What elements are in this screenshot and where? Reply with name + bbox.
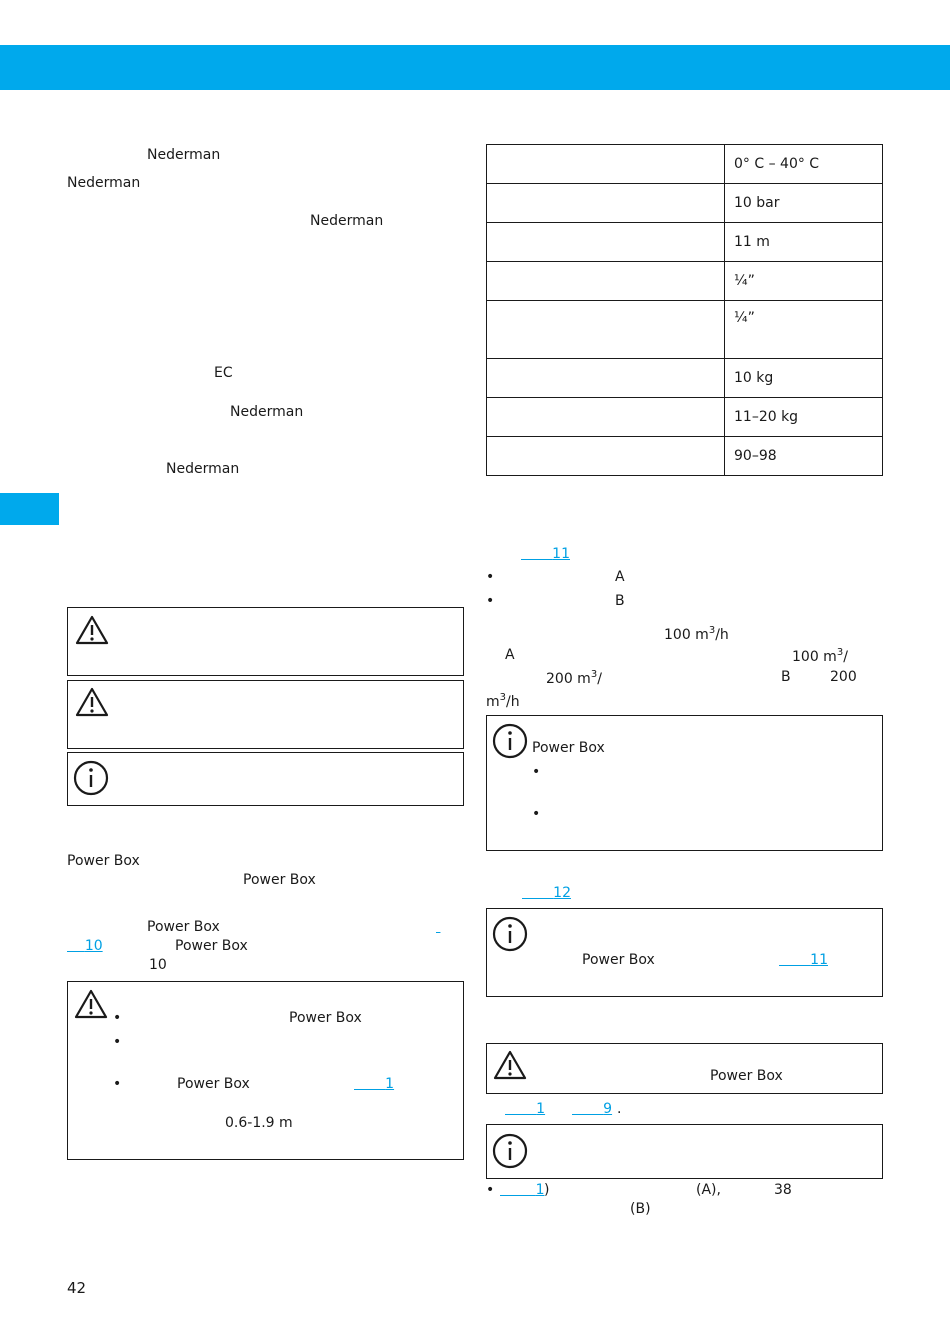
table-cell: 11–20 kg (725, 398, 883, 437)
bullet (532, 764, 540, 781)
brand-text: Nederman (310, 213, 384, 229)
table-cell: 10 kg (725, 359, 883, 398)
ec-text: EC (214, 365, 233, 381)
paren: ) (544, 1182, 550, 1198)
table-row (487, 262, 883, 301)
figure-link[interactable]: 1 (385, 1076, 395, 1092)
header-bar (0, 45, 950, 90)
table-cell (487, 262, 725, 301)
info-box (486, 715, 883, 851)
brand-text: Nederman (166, 461, 240, 477)
brand-text: Nederman (147, 147, 221, 163)
table-cell (487, 437, 725, 476)
table-cell: ¼” (725, 262, 883, 301)
range-text: 0.6-1.9 m (225, 1115, 293, 1131)
bullet (486, 593, 494, 610)
figure-link[interactable]: 12 (553, 885, 571, 901)
flow-value: 100 $m^3/h$ (664, 625, 729, 643)
page-number: 42 (67, 1279, 87, 1297)
table-row (487, 145, 883, 184)
table-row (487, 301, 883, 359)
table-cell: 11 m (725, 223, 883, 262)
warning-box (67, 981, 464, 1160)
figure-link[interactable]: 11 (552, 546, 570, 562)
table-cell (487, 145, 725, 184)
figure-link[interactable]: 1 (536, 1101, 546, 1117)
figure-link[interactable]: 1 (535, 1182, 545, 1198)
product-name: Power Box (582, 952, 655, 968)
info-icon (73, 760, 109, 796)
product-name: Power Box (243, 872, 316, 888)
warning-icon (75, 687, 109, 717)
option-label: B (615, 593, 625, 609)
table-cell (487, 301, 725, 359)
table-cell: ¼” (725, 301, 883, 359)
product-name: Power Box (289, 1010, 362, 1026)
bullet (486, 569, 494, 586)
table-cell: 90–98 (725, 437, 883, 476)
table-cell: 10 bar (725, 184, 883, 223)
flow-value: 100 $m^3/$ (792, 647, 848, 665)
table-row (487, 223, 883, 262)
flow-value: 200 $m^3/$ (546, 669, 602, 687)
bullet (486, 1182, 494, 1199)
option-label: A (615, 569, 625, 585)
bullet (113, 1010, 121, 1027)
table-row (487, 359, 883, 398)
warning-icon (493, 1050, 527, 1080)
table-cell (487, 359, 725, 398)
table-cell: 0° C – 40° C (725, 145, 883, 184)
number-text: 10 (149, 957, 167, 973)
info-icon (492, 916, 528, 952)
info-icon (492, 1133, 528, 1169)
bullet (113, 1034, 121, 1051)
info-box (486, 1124, 883, 1179)
figure-link[interactable]: 10 (84, 938, 103, 954)
product-name: Power Box (177, 1076, 250, 1092)
warning-box (486, 1043, 883, 1094)
chapter-tab (0, 493, 59, 525)
warning-icon (74, 989, 108, 1019)
bullet (113, 1076, 121, 1093)
table-cell (487, 184, 725, 223)
table-cell (487, 398, 725, 437)
option-label: A (505, 647, 515, 663)
product-name: Power Box (710, 1068, 783, 1084)
product-name: Power Box (532, 740, 605, 756)
option-label: (A), (696, 1182, 721, 1198)
info-icon (492, 723, 528, 759)
table-row (487, 184, 883, 223)
table-row (487, 437, 883, 476)
brand-text: Nederman (230, 404, 304, 420)
warning-box (67, 607, 464, 676)
product-name: Power Box (175, 938, 248, 954)
figure-link[interactable]: 9 (603, 1101, 613, 1117)
option-label: B (781, 669, 791, 685)
table-cell (487, 223, 725, 262)
option-label: (B) (630, 1201, 651, 1217)
spec-table (486, 144, 883, 476)
brand-text: Nederman (67, 175, 141, 191)
product-name: Power Box (67, 853, 140, 869)
warning-box (67, 680, 464, 749)
period: . (617, 1101, 622, 1117)
flow-value: 200 (830, 669, 857, 685)
figure-link[interactable]: 11 (810, 952, 828, 968)
bullet (532, 806, 540, 823)
figure-link-underline[interactable] (436, 919, 452, 936)
number-text: 38 (774, 1182, 792, 1198)
info-box (67, 752, 464, 806)
table-row (487, 398, 883, 437)
flow-unit: $m^3/h$ (486, 692, 520, 710)
product-name: Power Box (147, 919, 220, 935)
warning-icon (75, 615, 109, 645)
